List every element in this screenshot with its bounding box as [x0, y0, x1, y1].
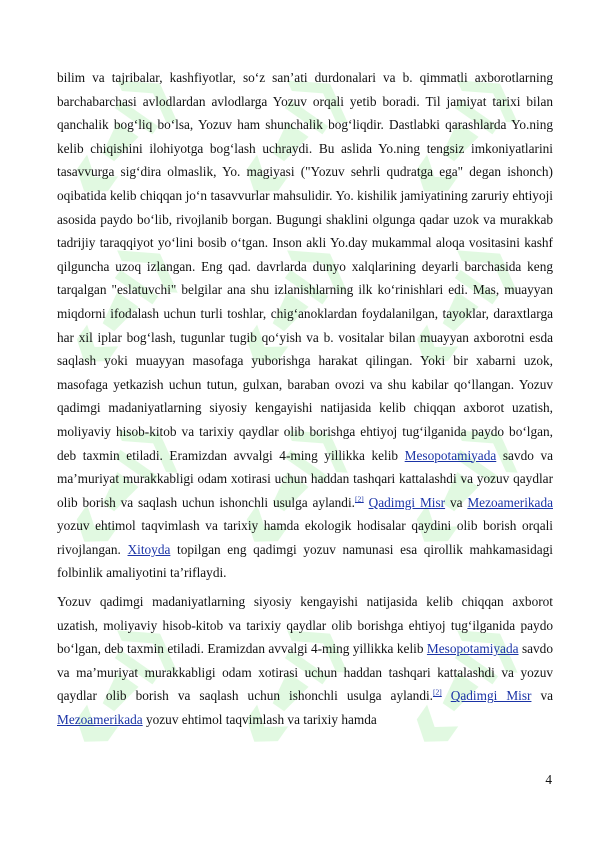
text-run: savdo va ma’muriyat murakkabligi odam xotirasi uchun haddan tashqari kattalashdi va yozuv qaydlar olib borish va saqlash uchun ishonchli usulga aylandi. [57, 641, 553, 704]
link-mesopotamiyada[interactable]: Mesopotamiyada [426, 641, 519, 657]
page-number: 4 [545, 772, 552, 787]
footnote-ref-link[interactable]: [2] [354, 494, 364, 504]
paragraph [57, 66, 553, 585]
text-run [442, 688, 451, 703]
link-xitoyda[interactable]: Xitoyda [127, 541, 171, 557]
link-qadimgi-misr[interactable]: Qadimgi Misr [368, 494, 446, 510]
text-run: savdo va ma’muriyat murakkabligi odam xotirasi uchun haddan tashqari kattalashdi va yozuv qaydlar olib borish va saqlash uchun ishonchli usulga aylandi. [57, 447, 553, 510]
link-mezoamerikada[interactable]: Mezoamerikada [57, 712, 143, 728]
text-run: yozuv ehtimol taqvimlash va tarixiy hamda [142, 712, 377, 728]
paragraph [57, 590, 553, 732]
text-run: topilgan eng qadimgi yozuv namunasi esa qirollik mahkamasidagi folbinlik amaliyotini ta’riflaydi. [57, 541, 553, 581]
footnote-ref-link[interactable]: [2] [433, 688, 442, 698]
body-text [57, 66, 553, 732]
text-run: va [531, 688, 554, 704]
text-run: yozuv ehtimol taqvimlash va tarixiy hamda ekologik hodisalar qaydini olib borish orqali rivojlangan. [57, 518, 553, 557]
text-run: Yozuv qadimgi madaniyatlarning siyosiy kengayishi natijasida kelib chiqqan axborot uzatish, moliyaviy hisob-kitob va tarixiy qaydlar olib borishga ehtiyoj tug‘ilganida paydo bo‘lgan, deb taxmin etiladi. Eramizdan avvalgi 4-ming yillikka kelib [57, 594, 553, 657]
link-mezoamerikada[interactable]: Mezoamerikada [467, 494, 553, 510]
text-run: bilim va tajribalar, kashfiyotlar, so‘z san’ati durdonalari va b. qimmatli axborotlarning barchabarchasi avlodlardan avlodlarga Yozuv orqali yetib boradi. Til jamiyat tarixi bilan qanchalik bog‘liq bo‘lsa, Yozuv ham shunchalik bog‘liqdir. Dastlabki qarashlarda Yo.ning kelib chiqishini ilohiyotga bog‘lash uchraydi. Bu aslida Yo.ning tengsiz imkoniyatlarini tasavvurga sig‘dira olmaslik, Yo. magiyasi ("Yozuv sehrli qudratga ega" degan ishonch) oqibatida kelib chiqqan jo‘n tasavvurlar mahsulidir. Yo. kishilik jamiyatining zaruriy ehtiyoji asosida paydo bo‘lib, rivojlanib borgan. Bugungi shaklini olgunga qadar uzok va murakkab tadrijiy taraqqiyot yo‘lini bosib o‘tgan. Inson akli Yo.day mukammal aloqa vositasini kashf qilguncha uzoq izlangan. Eng qad. davrlarda dunyo xalqlarining deyarli barchasida keng tarqalgan "eslatuvchi" belgilar ana shu izlanishlarning ilk ko‘rinishlari edi. Mas, muayyan miqdorni ifodalash uchun turli toshlar, chig‘anoklardan foydalanilgan, tayoklar, daraxtlarga har xil iplar bog‘lash, tugunlar tugib qo‘yish va b. vositalar bilan muayyan axborotni esda saqlash yoki muayyan masofaga yuborishga harakat qilingan. Yoki bir xabarni uzok, masofaga yetkazish uchun tutun, gulxan, baraban ovozi va shu kabilar qo‘llangan. Yozuv qadimgi madaniyatlarning siyosiy kengayishi natijasida kelib chiqqan axborot uzatish, moliyaviy hisob-kitob va tarixiy qaydlar olib borishga ehtiyoj tug‘ilganida paydo bo‘lgan, deb taxmin etiladi. Eramizdan avvalgi 4-ming yillikka kelib [57, 70, 553, 463]
link-mesopotamiyada[interactable]: Mesopotamiyada [404, 447, 497, 463]
text-run: va [445, 494, 468, 510]
link-qadimgi-misr[interactable]: Qadimgi Misr [450, 688, 532, 704]
